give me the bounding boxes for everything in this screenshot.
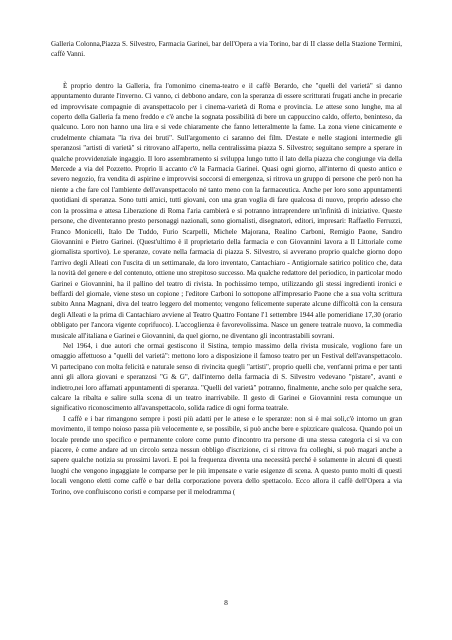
paragraph-caffe: I caffè e i bar rimangono sempre i posti più adatti per le attese e le speranze: non si è mai soli,c'è intorno un gran movimento, il tempo noioso passa più velocemente e, se possibile, si può anche bere e spizzicare qualcosa. Quando poi un locale prende uno specifico e permanente colore come punto d'incontro tra persone di una stessa categoria ci si va con piacere, è come andare ad un circolo senza nessun obbligo d'iscrizione, ci si ritrova fra colleghi, si può magari anche a sapere qualche notizia su prossimi lavori. E poi la frequenza diventa una necessità perché è solamente in alcuni di questi luoghi che vengono ingaggiate le comparse per le più impensate e varie esigenze di scena. A questo punto molti di questi locali vengono eletti come caffè e bar della corporazione povera dello spettacolo. Ecco allora il caffè dell'Opera a via Torino, ove confluiscono coristi e comparse per il melodramma ( [51, 414, 402, 496]
intro-paragraph: Galleria Colonna,Piazza S. Silvestro, Farmacia Garinei, bar dell'Opera a via Torino, bar di II classe della Stazione Termini, caffè Vanni. [51, 40, 402, 59]
body-text [51, 39, 402, 497]
paragraph-sistina: Nel 1964, i due autori che ormai gestiscono il Sistina, tempio massimo della rivista musicale, vogliono fare un omaggio affettuoso a "quelli del varietà": mettono loro a disposizione il famoso teatro per un Festival dell'avanspettacolo. Vi partecipano con molta felicità e naturale senso di rivincita quegli "artisti", proprio quelli che, vent'anni prima e per tanti anni gli allora giovani e speranzosi "G & G", dall'interno della farmacia di S. Silvestro vedevano "pistare", avanti e indietro,nei loro affamati appuntamenti di speranza. "Quelli del varietà" potranno, finalmente, anche solo per qualche sera, calcare la ribalta e salire sulla scena di un teatro inarrivabile. Il gesto di Garinei e Giovannini resta comunque un significativo riconoscimento all'avanspettacolo, solida radice di ogni forma teatrale. [51, 341, 402, 413]
paragraph-galleria: È proprio dentro la Galleria, fra l'omonimo cinema-teatro e il caffè Berardo, che "quelli del varietà" si danno appuntamento durante l'inverno. Ci vanno, ci debbono andare, con la speranza di essere scritturati frugati anche in precarie ed improvvisate compagnie di avanspettacolo per i cinema-varietà di Roma e provincia. Le attese sono lunghe, ma al coperto della Galleria fa meno freddo e c'è anche la sognata possibilità di bere un cappuccino caldo, offerto, beninteso, da qualcuno. Loro non hanno una lira e si vede chiaramente che fanno letteralmente la fame. La zona viene cinicamente e crudelmente chiamata "la riva dei bruti". Sull'argomento ci saranno dei film. D'estate e nelle stagioni intermedie gli speranzosi "artisti di varietà" si ritrovano all'aperto, nella centralissima piazza S. Silvestro; seguitano sempre a sperare in qualche provvidenziale ingaggio. Il loro assembramento si sviluppa lungo tutto il lato della piazza che congiunge via della Mercede a via del Pozzetto. Proprio lì accanto c'è la Farmacia Garinei. Quasi ogni giorno, all'interno di questo antico e severo negozio, fra vendita di aspirine e improvvisi soccorsi di emergenza, si ritrova un gruppo di persone che però non ha niente a che fare col l'ambiente dell'avanspettacolo né tanto meno con la farmaceutica. Anche per loro sono appuntamenti quotidiani di speranza. Sono tutti amici, tutti giovani, con una gran voglia di fare qualcosa di nuovo, proprio adesso che con la prossima e attesa Liberazione di Roma l'aria cambierà e si potranno intraprendere un'infinità di iniziative. Queste persone, che diventeranno presto personaggi nazionali, sono giornalisti, disegnatori, editori, impresari: Raffaello Ferruzzi, Franco Monicelli, Italo De Tuddo, Furio Scarpelli, Michele Majorana, Realino Carboni, Remigio Paone, Sandro Giovannini e Pietro Garinei. (Quest'ultimo è il proprietario della farmacia e con Giovannini lavora a Il Littoriale come giornalista sportivo). Le speranze, covate nella farmacia di piazza S. Silvestro, si avverano proprio qualche giorno dopo l'arrivo degli Alleati con l'uscita di un settimanale, da loro inventato, Cantachiaro - Antigiornale satirico politico che, data la novità del genere e del contenuto, ottiene uno strepitoso successo. Ma qualche redattore del periodico, in particolar modo Garinei e Giovannini, ha il pallino del teatro di rivista. In pochissimo tempo, utilizzando gli stessi ingredienti ironici e beffardi del giornale, viene steso un copione ; l'editore Carboni lo sottopone all'impresario Paone che a sua volta scrittura subito Anna Magnani, diva del teatro leggero del momento; vengono felicemente superate alcune difficoltà con la censura degli Alleati e la prima di Cantachiaro avviene al Teatro Quattro Fontane l'1 settembre 1944 alle pomeridiane 17,30 (orario obbligato per l'ancora vigente coprifuoco). L'accoglienza è favorevolissima. Nasce un genere teatrale nuovo, la commedia musicale all'italiana e Garinei e Giovannini, da quel giorno, ne diventano gli incontrastabili sovrani. [51, 81, 402, 340]
page-number: 8 [224, 598, 228, 607]
paragraph-gap [51, 60, 402, 81]
